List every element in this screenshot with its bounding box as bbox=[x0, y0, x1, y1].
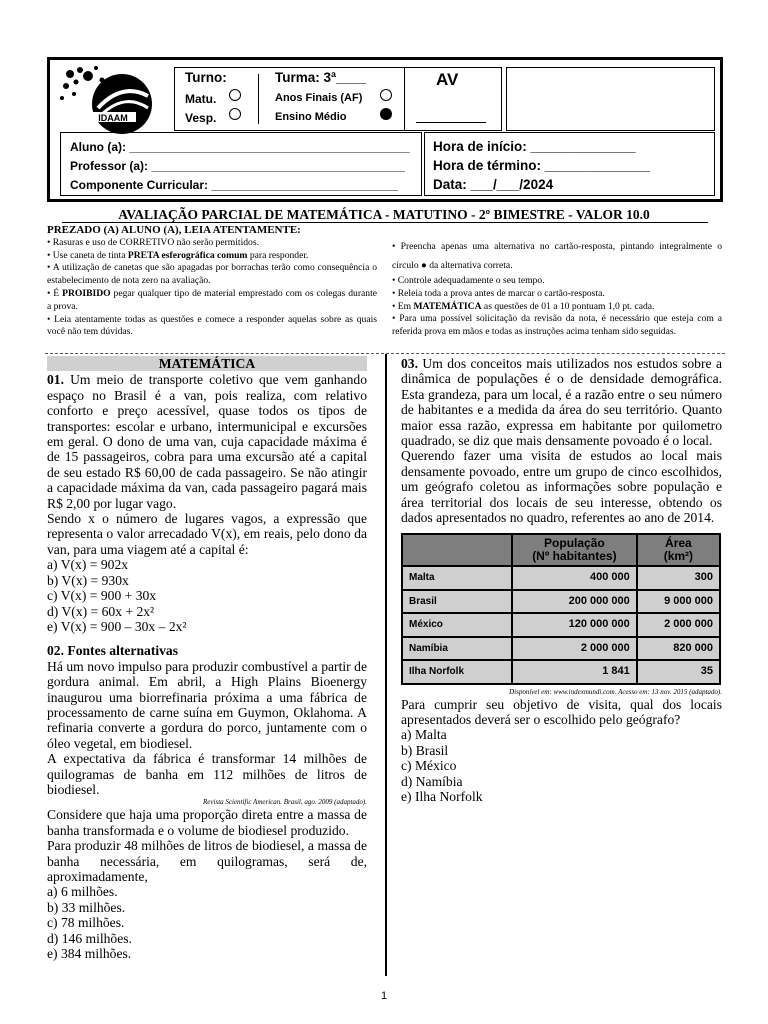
question-02-source: Revista Scientific American. Brasil, ago. 2009 (adaptado). bbox=[203, 798, 367, 807]
table-row bbox=[402, 613, 720, 636]
table-row bbox=[402, 590, 720, 613]
table-cell-area: 2 000 000 bbox=[637, 613, 720, 636]
instructions-heading: PREZADO (A) ALUNO (A), LEIA ATENTAMENTE: bbox=[47, 224, 301, 236]
instruction-item: • É PROIBIDO pegar qualquer tipo de material emprestado com os colegas durante a prova. bbox=[47, 287, 377, 312]
question-02-text: Há um novo impulso para produzir combustível a partir de gordura animal. Em abril, a High Plains Bioenergy inaugurou uma biorrefinaria próxima a uma fábrica de processamento de carne suína em Guymon, Oklahoma. A refinaria converte a gordura do porco, juntamente com o óleo vegetal, em biodiesel. bbox=[47, 658, 367, 751]
instruction-item: • Leia atentamente todas as questões e comece a responder aquelas sobre as quais você não tem dúvidas. bbox=[47, 313, 377, 338]
question-03-text2: Querendo fazer uma visita de estudos ao local mais densamente povoado, entre um grupo de cinco escolhidos, um geógrafo coletou as informações sobre população e área territorial dos locais de seu interesse, obtendo os dados apresentados no quadro, referentes ao ano de 2014. bbox=[401, 448, 722, 526]
question-03-text: 03. Um dos conceitos mais utilizados nos estudos sobre a dinâmica de populações é o de densidade demográfica. Esta grandeza, para um local, é a razão entre o seu número de habitantes e a medida da área do seu território. Quanto maior essa razão, expressa em habitante por quilometro quadrado, se diz que mais densamente povoado é o local. bbox=[401, 356, 722, 449]
table-cell-population: 200 000 000 bbox=[512, 590, 637, 613]
exam-title: AVALIAÇÃO PARCIAL DE MATEMÁTICA - MATUTINO - 2º BIMESTRE - VALOR 10.0 bbox=[118, 207, 650, 222]
vesp-label: Vesp. bbox=[185, 111, 217, 125]
table-cell-area: 300 bbox=[637, 566, 720, 589]
instruction-item: • Rasuras e uso de CORRETIVO não serão permitidos. bbox=[47, 236, 259, 248]
option-a[interactable]: a) Malta bbox=[401, 727, 447, 743]
instruction-item: • Preencha apenas uma alternativa no cartão-resposta, pintando integralmente o círculo ● da alternativa correta. bbox=[392, 241, 722, 271]
question-02-text2: A expectativa da fábrica é transformar 14 milhões de quilogramas de banha em 112 milhões de litros de biodiesel. bbox=[47, 751, 367, 797]
table-cell-place: México bbox=[402, 613, 512, 636]
table-row bbox=[402, 566, 720, 589]
table-cell-place: Brasil bbox=[402, 590, 512, 613]
population-table bbox=[401, 533, 721, 684]
option-e[interactable]: e) 384 milhões. bbox=[47, 946, 132, 962]
professor-field[interactable]: Professor (a): ______________________________________ bbox=[70, 159, 405, 173]
option-e[interactable]: e) Ilha Norfolk bbox=[401, 788, 483, 804]
table-cell-area: 820 000 bbox=[637, 637, 720, 660]
anos-finais-radio[interactable] bbox=[380, 89, 392, 101]
option-c[interactable]: c) V(x) = 900 + 30x bbox=[47, 588, 157, 604]
option-a[interactable]: a) V(x) = 902x bbox=[47, 557, 129, 573]
instruction-item: • A utilização de canetas que são apagadas por borrachas terão como consequência o estabelecimento de nota zero na avaliação. bbox=[47, 262, 377, 287]
question-03-source: Disponível em: www.indexmundi.com. Acesso em: 13 nov. 2015 (adaptado). bbox=[509, 687, 722, 696]
option-b[interactable]: b) V(x) = 930x bbox=[47, 572, 129, 588]
table-header-population: População (Nº habitantes) bbox=[512, 534, 637, 566]
logo-text: IDAAM bbox=[98, 113, 128, 123]
right-column bbox=[401, 356, 722, 804]
table-cell-area: 9 000 000 bbox=[637, 590, 720, 613]
table-header-place bbox=[402, 534, 512, 566]
av-label: AV bbox=[436, 70, 459, 89]
question-02-text4: Para produzir 48 milhões de litros de biodiesel, a massa de banha necessária, em quilogramas, será de, aproximadamente, bbox=[47, 838, 367, 884]
table-cell-area: 35 bbox=[637, 660, 720, 683]
question-01-text2: Sendo x o número de lugares vagos, a expressão que representa o valor arrecadado V(x), em reais, pelo dono da van, para uma viagem até a capital é: bbox=[47, 511, 367, 557]
section-title: MATEMÁTICA bbox=[47, 356, 367, 371]
instruction-item: • Controle adequadamente o seu tempo. bbox=[392, 275, 545, 286]
table-row bbox=[402, 637, 720, 660]
question-02-heading: 02. Fontes alternativas bbox=[47, 643, 179, 659]
question-03-text3: Para cumprir seu objetivo de visita, qual dos locais apresentados deverá ser o escolhido pelo geógrafo? bbox=[401, 696, 722, 727]
ensino-medio-radio[interactable] bbox=[380, 108, 392, 120]
option-d[interactable]: d) V(x) = 60x + 2x² bbox=[47, 603, 155, 619]
table-cell-place: Ilha Norfolk bbox=[402, 660, 512, 683]
table-cell-population: 120 000 000 bbox=[512, 613, 637, 636]
matu-label: Matu. bbox=[185, 92, 217, 106]
turno-divider bbox=[258, 74, 259, 124]
componente-field[interactable]: Componente Curricular: ____________________________ bbox=[70, 178, 399, 192]
turma-label: Turma: 3ª____ bbox=[275, 70, 367, 85]
av-grade-line[interactable] bbox=[416, 122, 486, 123]
table-cell-population: 2 000 000 bbox=[512, 637, 637, 660]
instruction-item: • Use caneta de tinta PRETA esferográfica comum para responder. bbox=[47, 249, 309, 261]
question-02-text3: Considere que haja uma proporção direta entre a massa de banha transformada e o volume de biodiesel produzido. bbox=[47, 807, 367, 838]
instruction-item: • Releia toda a prova antes de marcar o cartão-resposta. bbox=[392, 287, 605, 299]
table-header-area: Área (km²) bbox=[637, 534, 720, 566]
table-cell-place: Malta bbox=[402, 566, 512, 589]
idaam-logo bbox=[52, 62, 167, 140]
option-d[interactable]: d) 146 milhões. bbox=[47, 930, 132, 946]
av-divider bbox=[404, 67, 405, 131]
instructions-right bbox=[392, 237, 722, 339]
table-cell-place: Namíbia bbox=[402, 637, 512, 660]
matu-radio[interactable] bbox=[229, 89, 241, 101]
turno-label: Turno: bbox=[185, 70, 227, 85]
title-underline bbox=[62, 222, 708, 223]
left-column bbox=[47, 356, 367, 961]
instructions-left bbox=[47, 224, 377, 339]
option-d[interactable]: d) Namíbia bbox=[401, 773, 463, 789]
option-b[interactable]: b) Brasil bbox=[401, 742, 449, 758]
option-b[interactable]: b) 33 milhões. bbox=[47, 899, 126, 915]
hora-termino-field[interactable]: Hora de término: ______________ bbox=[433, 158, 650, 173]
option-c[interactable]: c) México bbox=[401, 758, 457, 774]
page-number: 1 bbox=[380, 990, 388, 1002]
vesp-radio[interactable] bbox=[229, 108, 241, 120]
data-field[interactable]: Data: ___/___/2024 bbox=[433, 177, 554, 192]
hora-inicio-field[interactable]: Hora de início: ______________ bbox=[433, 139, 636, 154]
aluno-field[interactable]: Aluno (a): __________________________________________ bbox=[70, 140, 410, 154]
option-a[interactable]: a) 6 milhões. bbox=[47, 884, 118, 900]
table-cell-population: 400 000 bbox=[512, 566, 637, 589]
instruction-item: • Para uma possível solicitação da revisão da nota, é necessário que esteja com a referida prova em mãos e todas as instruções acima tenham sido seguidas. bbox=[392, 313, 722, 338]
anos-finais-label: Anos Finais (AF) bbox=[275, 92, 363, 104]
table-header-row bbox=[402, 534, 720, 566]
grade-box bbox=[506, 67, 715, 131]
option-c[interactable]: c) 78 milhões. bbox=[47, 915, 125, 931]
column-divider bbox=[385, 354, 387, 976]
table-row bbox=[402, 660, 720, 683]
instruction-item: • Em MATEMÁTICA as questões de 01 a 10 pontuam 1,0 pt. cada. bbox=[392, 300, 655, 312]
option-e[interactable]: e) V(x) = 900 – 30x – 2x² bbox=[47, 618, 187, 634]
ensino-medio-label: Ensino Médio bbox=[275, 111, 347, 123]
question-01-text: 01. Um meio de transporte coletivo que vem ganhando espaço no Brasil é a van, pois realiza, com relativo conforto e preço acessível, quase todos os tipos de transportes: escolar e urbano, intermunicipal e excursões em geral. O dono de uma van, cuja capacidade máxima é de 15 passageiros, cobra para uma excursão até a capital de seu estado R$ 60,00 de cada passageiro. Se não atingir a capacidade máxima da van, cada passageiro pagará mais R$ 2,00 por lugar vago. bbox=[47, 372, 367, 511]
table-cell-population: 1 841 bbox=[512, 660, 637, 683]
